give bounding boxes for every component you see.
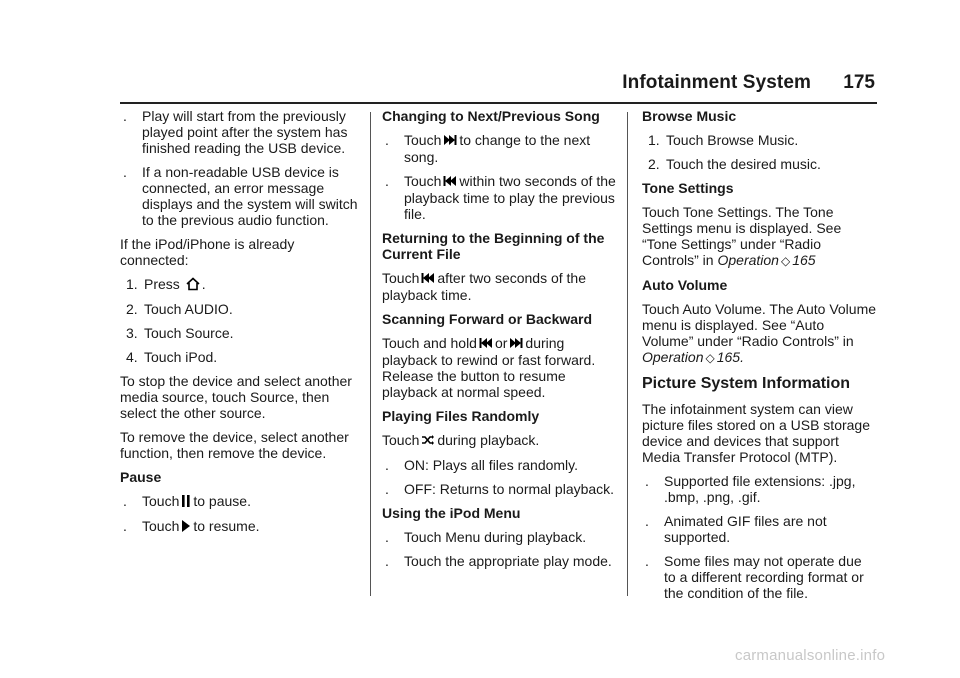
list-item: . Touch Menu during playback. bbox=[385, 529, 587, 545]
remove-text: To remove the device, select another function, then remove the device. bbox=[120, 429, 349, 461]
previous-track-icon bbox=[479, 336, 493, 352]
list-item: . Touch the appropriate play mode. bbox=[385, 553, 612, 569]
auto-text: Touch Auto Volume. The Auto Volume menu is displayed. See “Auto Volume” under “Radio Controls” in Operation ◇ 165. bbox=[642, 301, 877, 365]
picture-heading: Picture System Information bbox=[642, 375, 851, 392]
section-title: Infotainment System bbox=[622, 72, 811, 93]
previous-track-icon bbox=[443, 174, 457, 190]
page-ref-icon: ◇ bbox=[705, 351, 715, 365]
step-item: 2. Touch AUDIO. bbox=[126, 301, 233, 317]
picture-text: The infotainment system can view picture files stored on a USB storage device and devices that support Media Transfer Protocol (MTP). bbox=[642, 401, 871, 465]
step-item: 2. Touch the desired music. bbox=[648, 156, 821, 172]
home-icon bbox=[186, 277, 200, 293]
next-prev-heading: Changing to Next/Previous Song bbox=[382, 108, 600, 124]
random-heading: Playing Files Randomly bbox=[382, 408, 540, 424]
auto-heading: Auto Volume bbox=[642, 277, 728, 293]
next-track-icon bbox=[509, 336, 523, 352]
random-text: Touch during playback. bbox=[382, 432, 540, 448]
page-ref-icon: ◇ bbox=[780, 254, 791, 268]
column-divider-2 bbox=[627, 112, 628, 596]
previous-track-icon bbox=[421, 271, 435, 287]
page-ref[interactable]: 165 bbox=[792, 252, 816, 268]
list-item: . Touch within two seconds of the playback time to play the previous file. bbox=[385, 173, 616, 222]
step-item: 1. Touch Browse Music. bbox=[648, 132, 799, 148]
header-rule bbox=[120, 102, 877, 104]
watermark: carmanualsonline.info bbox=[735, 647, 886, 664]
list-item: . Some files may not operate due to a different recording format or the condition of the file. bbox=[645, 553, 864, 601]
list-item: . Touch to resume. bbox=[123, 518, 260, 534]
return-text: Touch after two seconds of the playback time. bbox=[382, 270, 586, 303]
list-item: . Supported file extensions: .jpg, .bmp, .png, .gif. bbox=[645, 473, 856, 505]
next-track-icon bbox=[443, 133, 457, 149]
step-item: 1. Press . bbox=[126, 276, 206, 292]
list-item: . If a non-readable USB device is connected, an error message displays and the system will switch to the previous audio function. bbox=[123, 164, 358, 228]
browse-heading: Browse Music bbox=[642, 108, 737, 124]
page-ref[interactable]: 165. bbox=[716, 349, 744, 365]
page-header bbox=[120, 66, 877, 106]
stop-text: To stop the device and select another media source, touch Source, then select the other source. bbox=[120, 373, 352, 421]
column-2 bbox=[382, 108, 617, 577]
play-icon bbox=[181, 519, 191, 535]
list-item: . Play will start from the previously played point after the system has finished reading the USB device. bbox=[123, 108, 348, 156]
step-item: 4. Touch iPod. bbox=[126, 349, 218, 365]
list-item: . OFF: Returns to normal playback. bbox=[385, 481, 615, 497]
list-item: . Touch to change to the next song. bbox=[385, 132, 591, 165]
pause-icon bbox=[181, 494, 191, 510]
step-item: 3. Touch Source. bbox=[126, 325, 234, 341]
scan-text: Touch and hold or during playback to rewind or fast forward. Release the button to resume playback at normal speed. bbox=[382, 335, 596, 400]
scan-heading: Scanning Forward or Backward bbox=[382, 311, 593, 327]
list-item: . Touch to pause. bbox=[123, 493, 251, 509]
list-item: . ON: Plays all files randomly. bbox=[385, 457, 579, 473]
column-3 bbox=[642, 108, 877, 609]
column-1 bbox=[120, 108, 360, 543]
menu-heading: Using the iPod Menu bbox=[382, 505, 521, 521]
shuffle-icon bbox=[421, 433, 435, 449]
column-divider-1 bbox=[370, 112, 371, 596]
return-heading: Returning to the Beginning of the Current File bbox=[382, 230, 605, 262]
ipod-intro: If the iPod/iPhone is already connected: bbox=[120, 236, 295, 268]
tone-heading: Tone Settings bbox=[642, 180, 734, 196]
list-item: . Animated GIF files are not supported. bbox=[645, 513, 827, 545]
pause-heading: Pause bbox=[120, 469, 162, 485]
page-number: 175 bbox=[843, 72, 875, 93]
tone-text: Touch Tone Settings. The Tone Settings menu is displayed. See “Tone Settings” under “Radio Controls” in Operation ◇ 165 bbox=[642, 204, 842, 268]
